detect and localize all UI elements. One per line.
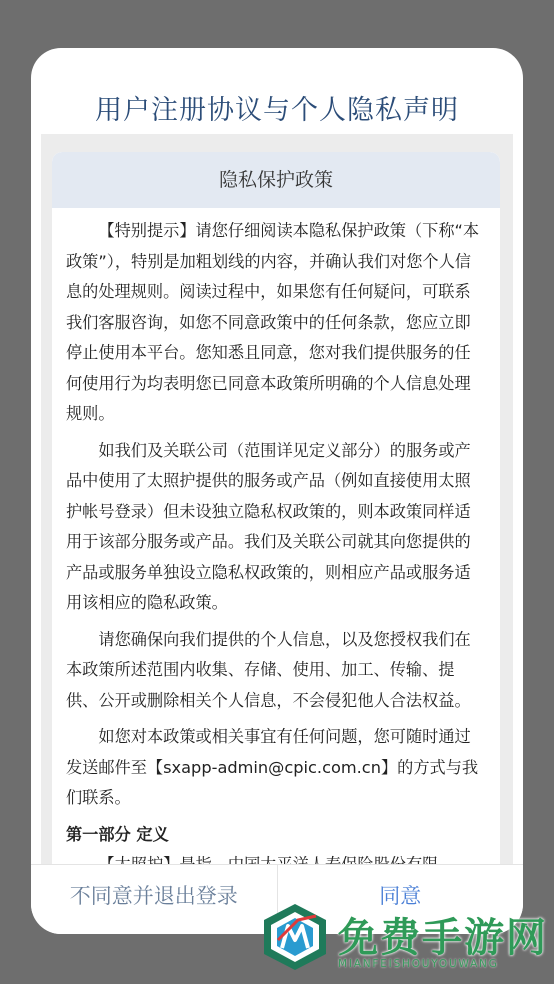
card-title: 隐私保护政策 xyxy=(52,152,500,208)
policy-paragraph-3: 请您确保向我们提供的个人信息，以及您授权我们在本政策所述范围内收集、存储、使用、加工、传输、提供、公开或删除相关个人信息，不会侵犯他人合法权益。 xyxy=(66,629,471,710)
agree-button[interactable]: 同意 xyxy=(379,884,422,908)
watermark xyxy=(258,900,548,980)
policy-paragraph-1: 【特别提示】请您仔细阅读本隐私保护政策（下称“本政策”），特别是加粗划线的内容，并确认我们对您个人信息的处理规则。阅读过程中，如果您有任何疑问，可联系我们客服咨询，如您不同意政策中的任何条款，您应立即停止使用本平台。您知悉且同意，您对我们提供服务的任何使用行为均表明您已同意本政策所明确的个人信息处理规则。 xyxy=(66,221,480,423)
watermark-subtext: MIANFEISHOUYOUWANG xyxy=(338,958,499,970)
policy-paragraph-4: 如您对本政策或相关事宜有任何问题，您可随时通过发送邮件至【sxapp-admin@cpic.com.cn】的方式与我们联系。 xyxy=(66,727,479,807)
policy-card xyxy=(52,152,500,872)
policy-text xyxy=(52,208,500,872)
dialog-title: 用户注册协议与个人隐私声明 xyxy=(95,95,459,126)
privacy-dialog xyxy=(31,48,523,934)
section-heading: 第一部分 定义 xyxy=(66,824,169,844)
content-area[interactable] xyxy=(41,134,513,864)
watermark-logo-icon xyxy=(258,900,332,974)
policy-paragraph-2: 如我们及关联公司（范围详见定义部分）的服务或产品中使用了太照护提供的服务或产品（例如直接使用太照护帐号登录）但未设独立隐私权政策的，则本政策同样适用于该部分服务或产品。我们及关联公司就其向您提供的产品或服务单独设立隐私权政策的，则相应产品或服务适用该相应的隐私政策。 xyxy=(66,440,471,612)
disagree-logout-button[interactable]: 不同意并退出登录 xyxy=(31,865,278,934)
watermark-text: 免费手游网 xyxy=(338,914,548,961)
